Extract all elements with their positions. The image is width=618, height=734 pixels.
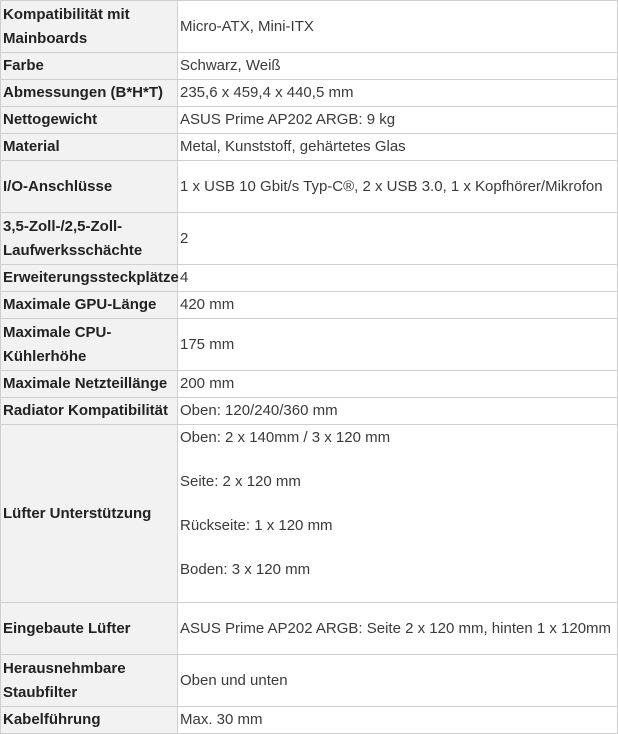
spec-row-cable-management (1, 707, 618, 734)
spec-key (1, 655, 178, 707)
spec-key-text: Maximale CPU- Kühlerhöhe (3, 323, 112, 365)
spec-row-material (1, 134, 618, 161)
spec-value: 175 mm (178, 319, 618, 371)
spec-value: 2 (178, 213, 618, 265)
spec-row-fan-support (1, 425, 618, 603)
spec-key: Radiator Kompatibilität (1, 398, 178, 425)
spec-value: Micro-ATX, Mini-ITX (178, 1, 618, 53)
spec-row-io (1, 161, 618, 213)
specs-table-body (1, 1, 618, 734)
spec-key (1, 319, 178, 371)
spec-row-dimensions (1, 80, 618, 107)
spec-value (178, 425, 618, 603)
spec-value: Metal, Kunststoff, gehärtetes Glas (178, 134, 618, 161)
spec-key-text: 3,5-Zoll-/2,5-Zoll- Laufwerksschächte (3, 217, 143, 259)
spec-value: Schwarz, Weiß (178, 53, 618, 80)
spec-key: Nettogewicht (1, 107, 178, 134)
spec-value: Max. 30 mm (178, 707, 618, 734)
spec-key: Maximale GPU-Länge (1, 292, 178, 319)
spec-value: Oben: 120/240/360 mm (178, 398, 618, 425)
spec-key: Erweiterungssteckplätze (1, 265, 178, 292)
line-gap (180, 494, 615, 514)
spec-row-color (1, 53, 618, 80)
fan-support-line: Oben: 2 x 140mm / 3 x 120 mm (180, 429, 391, 446)
spec-key-text: Herausnehmbare Staubfilter (3, 659, 126, 701)
spec-value: 235,6 x 459,4 x 440,5 mm (178, 80, 618, 107)
spec-row-gpu-length (1, 292, 618, 319)
spec-key: I/O-Anschlüsse (1, 161, 178, 213)
spec-key: Abmessungen (B*H*T) (1, 80, 178, 107)
fan-support-line: Rückseite: 1 x 120 mm (180, 517, 333, 534)
spec-key: Farbe (1, 53, 178, 80)
spec-value: ASUS Prime AP202 ARGB: 9 kg (178, 107, 618, 134)
spec-row-weight (1, 107, 618, 134)
spec-value: 4 (178, 265, 618, 292)
spec-key: Kabelführung (1, 707, 178, 734)
spec-row-expansion-slots (1, 265, 618, 292)
spec-key: Maximale Netzteillänge (1, 371, 178, 398)
spec-row-drive-bays (1, 213, 618, 265)
spec-row-radiator (1, 398, 618, 425)
spec-value: ASUS Prime AP202 ARGB: Seite 2 x 120 mm, hinten 1 x 120mm (178, 603, 618, 655)
spec-value: 200 mm (178, 371, 618, 398)
spec-key (1, 213, 178, 265)
fan-support-line: Boden: 3 x 120 mm (180, 561, 311, 578)
spec-row-dust-filter (1, 655, 618, 707)
line-gap (180, 450, 615, 470)
spec-row-psu-length (1, 371, 618, 398)
spec-row-built-in-fans (1, 603, 618, 655)
spec-key: Lüfter Unterstützung (1, 425, 178, 603)
spec-value: Oben und unten (178, 655, 618, 707)
spec-key: Material (1, 134, 178, 161)
spec-row-cpu-cooler (1, 319, 618, 371)
spec-key-text: Kompatibilität mit Mainboards (3, 5, 130, 47)
spec-value: 420 mm (178, 292, 618, 319)
line-gap (180, 538, 615, 558)
spec-key: Eingebaute Lüfter (1, 603, 178, 655)
spec-row-mainboard (1, 1, 618, 53)
spec-key (1, 1, 178, 53)
fan-support-line: Seite: 2 x 120 mm (180, 473, 301, 490)
spec-value: 1 x USB 10 Gbit/s Typ-C®, 2 x USB 3.0, 1 x Kopfhörer/Mikrofon (178, 161, 618, 213)
